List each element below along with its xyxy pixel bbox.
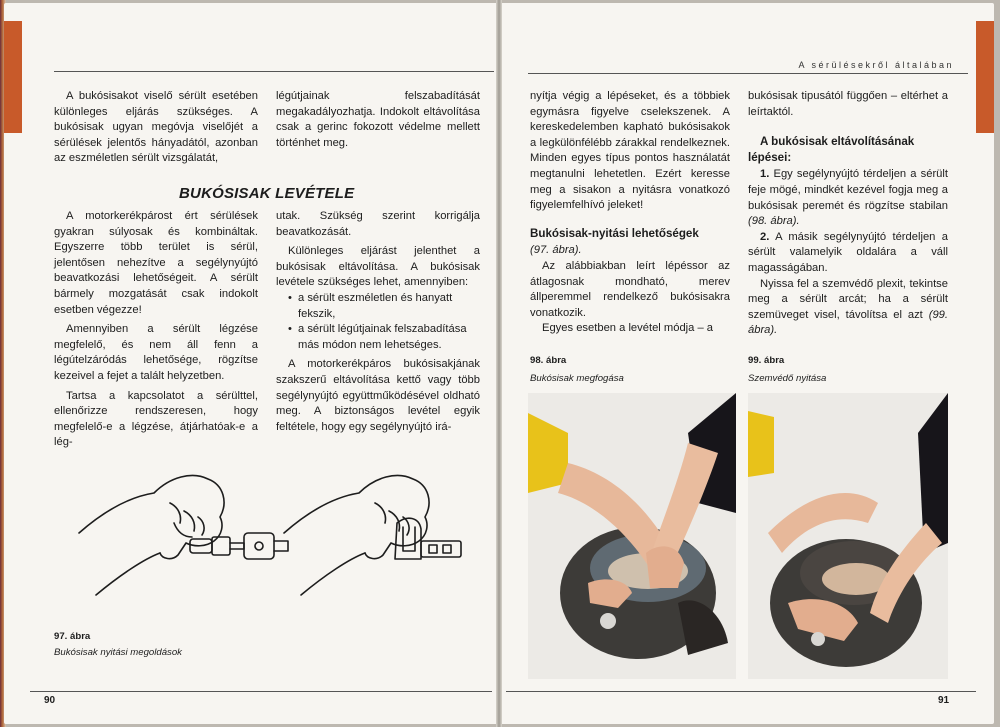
- footer-rule: [506, 691, 976, 692]
- section-heading: BUKÓSISAK LEVÉTELE: [179, 185, 355, 202]
- running-head: A sérülésekről általában: [798, 60, 954, 70]
- subheading: Bukósisak-nyitási lehetőségek: [530, 226, 699, 240]
- figure-98-number: 98. ábra: [530, 355, 567, 366]
- subheading-ref: (97. ábra).: [530, 244, 582, 257]
- figure-97-caption: Bukósisak nyitási megoldások: [54, 647, 182, 658]
- step-1-ref: (98. ábra).: [748, 215, 800, 228]
- footer-rule: [30, 691, 492, 692]
- paragraph: Amennyiben a sérült légzése megfelelő, és nem áll fenn a légútelzáródás lehetősége, rögzítse kezeivel a fejet a talált helyzetben.: [54, 323, 258, 382]
- step-1-number: 1.: [760, 168, 770, 181]
- subsection: [530, 226, 730, 259]
- step-2-continued: [748, 277, 948, 339]
- paragraph: utak. Szükség szerint korrigálja beavatkozását.: [276, 210, 480, 238]
- list-item: • a sérült eszméletlen és hanyatt fekszik,: [276, 291, 480, 322]
- paragraph: Egyes esetben a levétel módja – a: [542, 322, 714, 335]
- right-body-col1: [530, 89, 730, 337]
- buckle-drawing-1: [79, 475, 288, 595]
- left-intro-col2: [276, 89, 480, 151]
- list-item: • a sérült légútjainak felszabadítása más módon nem lehetséges.: [276, 322, 480, 353]
- paragraph: Tartsa a kapcsolatot a sérülttel, ellenőrizze rendszeresen, hogy megfelelő-e a légzése, átjárhatóak-e a lég-: [54, 389, 258, 449]
- figure-99-caption: Szemvédő nyitása: [748, 373, 827, 384]
- step-1-text: Egy segélynyújtó térdeljen a sérült feje mögé, mindkét kezével fogja meg a bukósisak peremét és rögzítse stabilan: [748, 168, 948, 212]
- step-2-ref: (99. ábra).: [748, 308, 948, 337]
- page-number-left: 90: [44, 695, 56, 706]
- header-rule: [528, 73, 968, 74]
- buckle-illustrations: [74, 463, 484, 613]
- paragraph: nyítja végig a lépéseket, és a többiek egymásra figyelve cselekszenek. A kereskedelemben kapható bukósisakok a legkülönfélébb zárakkal rendelkeznek. Minden egyes típus pontos használatát megtanulni lehetetlen. Ezért keresse meg a sisakon a nyitásra vonatkozó figyelemfelhívó jeleket!: [530, 90, 730, 212]
- page-number-right: 91: [938, 695, 950, 706]
- step-1: [748, 167, 948, 229]
- figure-98-caption: Bukósisak megfogása: [530, 373, 624, 384]
- paragraph: A motorkerékpárost ért sérülések gyakran súlyosak és kombináltak. Egyszerre több terület is sérül, jelentősen nehezítve a segélynyújtó beavatkozási lehetőségeit. A sérült bármely mozgatását csak indokolt esetben végezze!: [54, 210, 258, 316]
- paragraph: A motorkerékpáros bukósisakjának szakszerű eltávolítása kettő vagy több segélynyújtó együttműködésével oldható meg. A biztonságos levétel egyik feltétele, hogy egy segélynyújtó irá-: [276, 358, 480, 433]
- step-2-text: A másik segélynyújtó térdeljen a sérült valamelyik oldalára a váll magasságában.: [748, 230, 948, 274]
- paragraph: Különleges eljárást jelenthet a bukósisak eltávolítása. A bukósisak levétele szükséges lehet, amennyiben:: [276, 245, 480, 289]
- steps-heading: A bukósisak eltávolításának lépései:: [748, 135, 915, 164]
- left-page: [4, 3, 496, 724]
- intro-text-1: A bukósisakot viselő sérült esetében különleges eljárás szükséges. A bukósisak ugyan megóvja viselőjét a sérülések jelentős hányadától, azonban az eszméletlen sérült vizsgálatát,: [54, 90, 258, 165]
- photo-visor-opening: [748, 393, 948, 679]
- chapter-tab: [4, 21, 22, 133]
- right-body-col2: [748, 89, 948, 339]
- buckle-drawing-2: [284, 475, 461, 595]
- step-2: [748, 230, 948, 277]
- left-body-col1: [54, 209, 258, 451]
- paragraph: Az alábbiakban leírt lépéssor az átlagosnak mondható, merev állperemmel rendelkező bukósisakra vonatkozik.: [530, 259, 730, 319]
- figure-99-number: 99. ábra: [748, 355, 785, 366]
- intro-text-2: légútjainak felszabadítását megakadályozhatja. Indokolt eltávolítása csak a gerinc fokozott védelme mellett történhet meg.: [276, 90, 480, 149]
- chapter-tab: [976, 21, 994, 133]
- header-rule: [54, 71, 494, 72]
- condition-list: [276, 291, 480, 353]
- left-intro-col1: [54, 89, 258, 167]
- right-page: [502, 3, 994, 724]
- step-2-para: Nyissa fel a szemvédő plexit, tekintse meg a sérült arcát; ha a sérült szemüveget visel, távolítsa el azt: [748, 277, 948, 321]
- figure-97-number: 97. ábra: [54, 631, 91, 642]
- step-2-number: 2.: [760, 230, 770, 243]
- photo-helmet-holding: [528, 393, 736, 679]
- paragraph: bukósisak tipusától függően – eltérhet a leírtaktól.: [748, 90, 948, 118]
- left-body-col2: [276, 209, 480, 435]
